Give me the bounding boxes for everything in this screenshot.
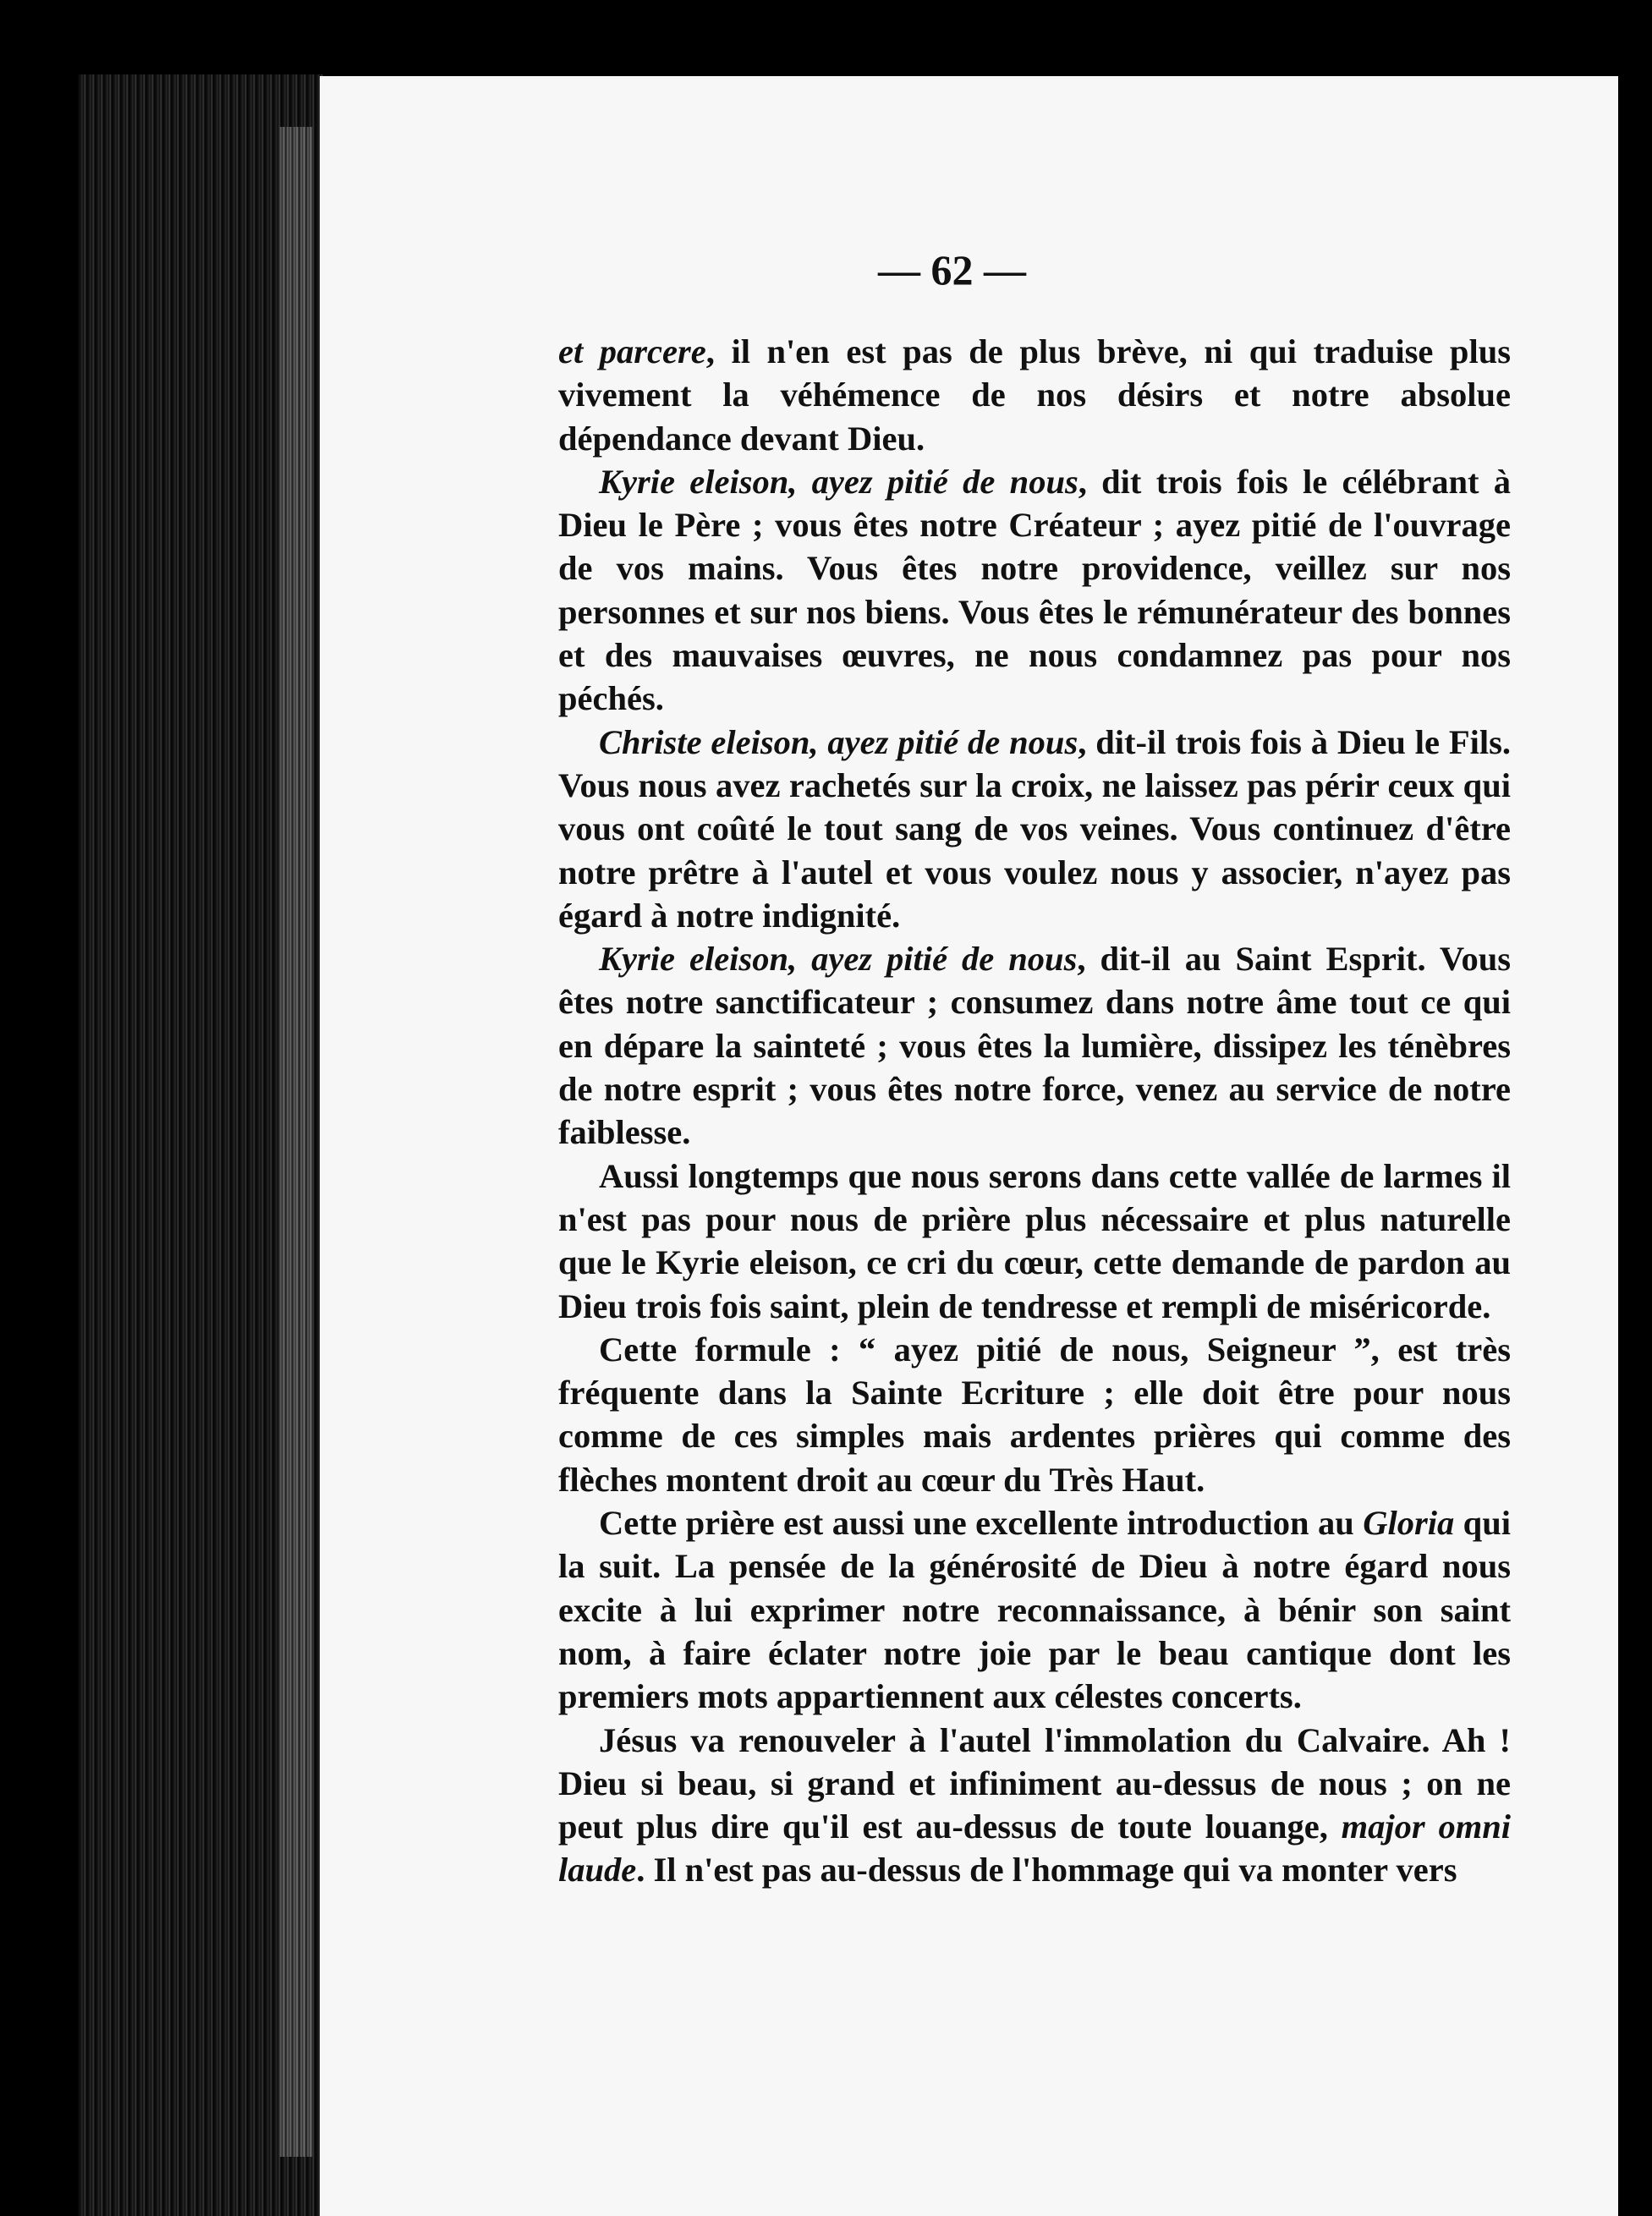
paragraph-text: Aussi longtemps que nous serons dans cette vallée de larmes il n'est pas pour nous de prière plus nécessaire et plus naturelle que le Kyrie eleison, ce cri du cœur, cette demande de pardon au Dieu trois fois saint, plein de tendresse et rempli de miséricorde.: [558, 1156, 1511, 1325]
paragraph-8: [558, 1719, 1511, 1892]
italic-inline: major omni laude: [558, 1807, 1511, 1890]
page-number: — 62 —: [878, 246, 1026, 293]
paragraph-text-before: Cette prière est aussi une excellente introduction au: [599, 1504, 1364, 1543]
italic-lead: et parcere: [558, 332, 706, 370]
paragraph-text: qui la suit. La pensée de la générosité de Dieu à notre égard nous excite à lui exprimer notre reconnaissance, à bénir son saint nom, à faire éclater notre joie par le beau cantique dont les premiers mots appartiennent aux célestes concerts.: [558, 1504, 1511, 1716]
italic-lead: Christe eleison, ayez pitié de nous: [599, 722, 1078, 761]
paragraph-1: [558, 330, 1511, 460]
paragraph-text: Cette formule : “ ayez pitié de nous, Seigneur ”, est très fréquente dans la Sainte Ecriture ; elle doit être pour nous comme de ces simples mais ardentes prières qui comme des flèches montent droit au cœur du Très Haut.: [558, 1330, 1511, 1499]
paragraph-6: [558, 1328, 1511, 1501]
paragraph-2: [558, 460, 1511, 721]
paragraph-7: [558, 1501, 1511, 1718]
book-page: [320, 76, 1618, 2216]
paragraph-text: . Il n'est pas au-dessus de l'hommage qui va monter vers: [636, 1851, 1457, 1890]
paragraph-text: , dit trois fois le célébrant à Dieu le Père ; vous êtes notre Créateur ; ayez pitié de l'ouvrage de vos mains. Vous êtes notre providence, veillez sur nos personnes et sur nos biens. Vous êtes le rémunérateur des bonnes et des mauvaises œuvres, ne nous condamnez pas pour nos péchés.: [558, 462, 1511, 718]
paragraph-4: [558, 937, 1511, 1154]
paragraph-text: , dit-il trois fois à Dieu le Fils. Vous nous avez rachetés sur la croix, ne laissez pas périr ceux qui vous ont coûté le tout sang de vos veines. Vous continuez d'être notre prêtre à l'autel et vous voulez nous y associer, n'ayez pas égard à notre indignité.: [558, 722, 1512, 935]
page-edge-stripes: [279, 127, 313, 2157]
paragraph-text: , il n'en est pas de plus brève, ni qui traduise plus vivement la véhémence de nos désirs et notre absolue dépendance devant Dieu.: [558, 332, 1511, 458]
italic-lead: Kyrie eleison, ayez pitié de nous: [599, 462, 1078, 501]
paragraph-text-before: Jésus va renouveler à l'autel l'immolation du Calvaire. Ah ! Dieu si beau, si grand et infiniment au-dessus de nous ; on ne peut plus dire qu'il est au-dessus de toute louange,: [558, 1720, 1511, 1846]
italic-lead: Kyrie eleison, ayez pitié de nous: [599, 940, 1078, 979]
paragraph-3: [558, 721, 1511, 937]
italic-inline: Gloria: [1363, 1504, 1455, 1543]
page-body-text: [558, 330, 1511, 1892]
paragraph-5: [558, 1155, 1511, 1328]
paragraph-text: , dit-il au Saint Esprit. Vous êtes notre sanctificateur ; consumez dans notre âme tout ce qui en dépare la sainteté ; vous êtes la lumière, dissipez les ténèbres de notre esprit ; vous êtes notre force, venez au service de notre faiblesse.: [558, 940, 1511, 1152]
